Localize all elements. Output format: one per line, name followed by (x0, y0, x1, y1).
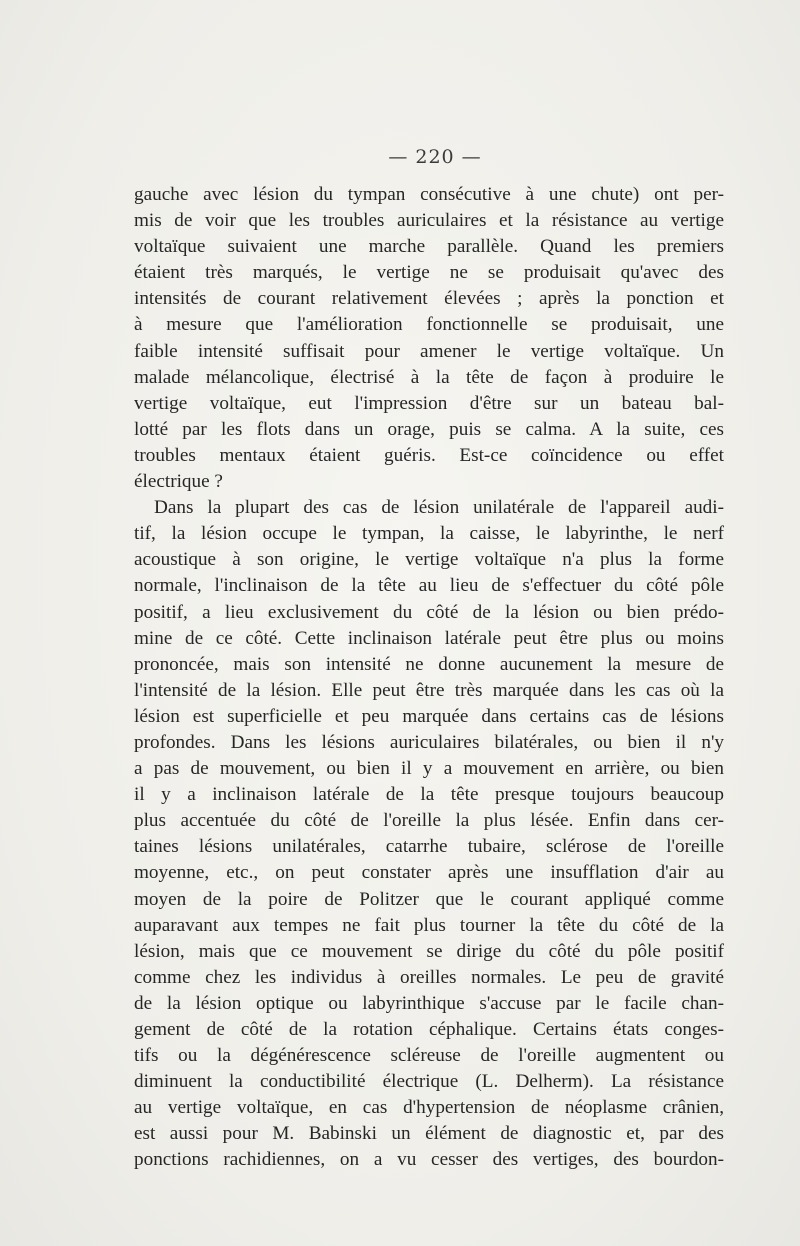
text-line: plus accentuée du côté de l'oreille la plus lésée. Enfin dans cer- (134, 810, 724, 832)
text-line: il y a inclinaison latérale de la tête presque toujours beaucoup (134, 784, 724, 806)
text-line: mis de voir que les troubles auriculaires et la résistance au vertige (134, 210, 724, 232)
text-line: moyen de la poire de Politzer que le courant appliqué comme (134, 888, 724, 910)
text-line: profondes. Dans les lésions auriculaires bilatérales, ou bien il n'y (134, 731, 724, 753)
text-line: vertige voltaïque, eut l'impression d'être sur un bateau bal- (134, 392, 724, 414)
text-line: lésion est superficielle et peu marquée dans certains cas de lésions (134, 705, 724, 727)
text-line: voltaïque suivaient une marche parallèle. Quand les premiers (134, 236, 724, 258)
text-line: tif, la lésion occupe le tympan, la caisse, le labyrinthe, le nerf (134, 523, 724, 545)
text-line: au vertige voltaïque, en cas d'hypertension de néoplasme crânien, (134, 1097, 724, 1119)
body-text (134, 182, 724, 1174)
text-line: lotté par les flots dans un orage, puis se calma. A la suite, ces (134, 418, 724, 440)
text-line: normale, l'inclinaison de la tête au lieu de s'effectuer du côté pôle (134, 575, 724, 597)
text-line: troubles mentaux étaient guéris. Est-ce coïncidence ou effet (134, 444, 724, 466)
text-line: ponctions rachidiennes, on a vu cesser des vertiges, des bourdon- (134, 1149, 724, 1171)
text-line: auparavant aux tempes ne fait plus tourner la tête du côté de la (134, 914, 724, 936)
text-line: Dans la plupart des cas de lésion unilatérale de l'appareil audi- (154, 497, 724, 519)
text-line: gauche avec lésion du tympan consécutive à une chute) ont per- (134, 184, 724, 205)
page-number: — 220 — (388, 146, 482, 168)
text-line: prononcée, mais son intensité ne donne aucunement la mesure de (134, 653, 724, 675)
text-line: taines lésions unilatérales, catarrhe tubaire, sclérose de l'oreille (134, 836, 724, 858)
text-line: gement de côté de la rotation céphalique. Certains états conges- (134, 1019, 724, 1040)
text-line: à mesure que l'amélioration fonctionnelle se produisait, une (134, 314, 724, 336)
text-line: électrique ? (134, 471, 223, 493)
text-line: tifs ou la dégénérescence scléreuse de l'oreille augmentent ou (134, 1045, 724, 1067)
text-line: mine de ce côté. Cette inclinaison latérale peut être plus ou moins (134, 627, 724, 649)
text-line: de la lésion optique ou labyrinthique s'accuse par le facile chan- (134, 992, 724, 1014)
text-line: étaient très marqués, le vertige ne se produisait qu'avec des (134, 262, 724, 284)
text-line: intensités de courant relativement élevées ; après la ponction et (134, 288, 724, 310)
text-line: diminuent la conductibilité électrique (L. Delherm). La résistance (134, 1071, 724, 1093)
text-line: malade mélancolique, électrisé à la tête de façon à produire le (134, 366, 724, 388)
text-line: comme chez les individus à oreilles normales. Le peu de gravité (134, 966, 724, 988)
text-line: acoustique à son origine, le vertige voltaïque n'a plus la forme (134, 549, 724, 571)
text-line: l'intensité de la lésion. Elle peut être très marquée dans les cas où la (134, 679, 724, 701)
text-line: a pas de mouvement, ou bien il y a mouvement en arrière, ou bien (134, 758, 724, 780)
text-line: positif, a lieu exclusivement du côté de la lésion ou bien prédo- (134, 601, 724, 623)
text-line: faible intensité suffisait pour amener le vertige voltaïque. Un (134, 340, 724, 362)
text-line: est aussi pour M. Babinski un élément de diagnostic et, par des (134, 1123, 724, 1145)
text-line: moyenne, etc., on peut constater après une insufflation d'air au (134, 862, 724, 884)
text-line: lésion, mais que ce mouvement se dirige du côté du pôle positif (134, 940, 724, 962)
